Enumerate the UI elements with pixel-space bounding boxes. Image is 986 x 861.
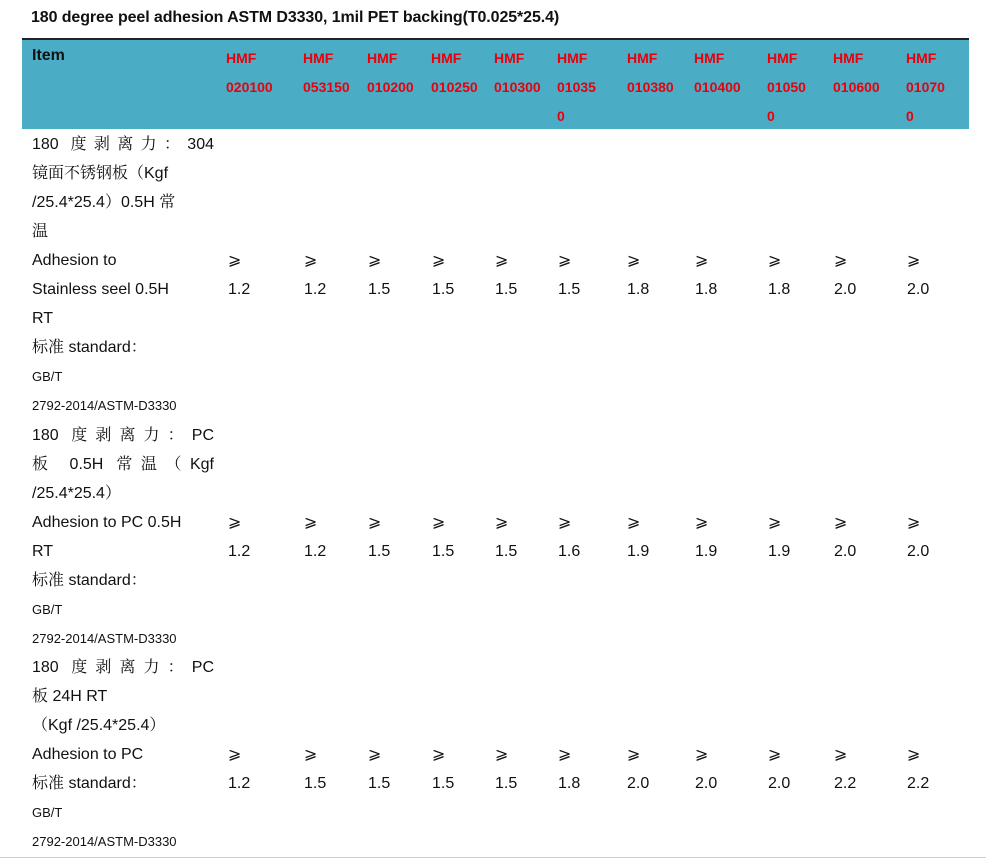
adhesion-value: 1.5 xyxy=(304,775,327,792)
row-description-line: 2792-2014/ASTM-D3330 xyxy=(32,398,177,413)
row-description-line: 标准 standard： xyxy=(32,339,147,356)
row-description-line: GB/T xyxy=(32,369,63,384)
product-code-line: 01035 xyxy=(557,79,596,95)
row-description-line: RT xyxy=(32,310,54,327)
product-code-line: 010400 xyxy=(694,79,741,95)
product-code-line: HMF xyxy=(906,50,937,66)
row-description-line: 180 度剥离力：304 xyxy=(32,136,214,153)
adhesion-value: 1.5 xyxy=(432,281,455,298)
product-column-header xyxy=(367,44,414,102)
adhesion-value: 1.6 xyxy=(558,543,581,560)
greater-equal-symbol: ⩾ xyxy=(768,514,782,531)
row-description-line: 板 24H RT xyxy=(32,688,108,705)
adhesion-value: 2.2 xyxy=(834,775,857,792)
adhesion-value: 1.5 xyxy=(495,775,518,792)
adhesion-value: 1.2 xyxy=(304,543,327,560)
adhesion-value: 1.9 xyxy=(768,543,791,560)
adhesion-value: 1.8 xyxy=(768,281,791,298)
adhesion-value: 1.5 xyxy=(495,281,518,298)
product-code-line: 0 xyxy=(557,108,565,124)
greater-equal-symbol: ⩾ xyxy=(558,746,572,763)
greater-equal-symbol: ⩾ xyxy=(627,252,641,269)
greater-equal-symbol: ⩾ xyxy=(304,252,318,269)
page-bottom-border xyxy=(0,857,986,858)
product-column-header xyxy=(303,44,350,102)
greater-equal-symbol: ⩾ xyxy=(907,514,921,531)
row-description-line: RT xyxy=(32,543,54,560)
adhesion-value: 1.5 xyxy=(495,543,518,560)
product-code-line: 020100 xyxy=(226,79,273,95)
row-description-line: 2792-2014/ASTM-D3330 xyxy=(32,631,177,646)
adhesion-value: 1.2 xyxy=(304,281,327,298)
product-code-line: HMF xyxy=(303,50,334,66)
adhesion-value: 1.8 xyxy=(558,775,581,792)
greater-equal-symbol: ⩾ xyxy=(228,252,242,269)
row-description xyxy=(32,130,214,420)
product-column-header xyxy=(627,44,674,102)
row-description-line: 2792-2014/ASTM-D3330 xyxy=(32,834,177,849)
adhesion-value: 2.0 xyxy=(907,543,930,560)
adhesion-value: 2.0 xyxy=(768,775,791,792)
adhesion-value: 1.5 xyxy=(432,543,455,560)
adhesion-value: 1.9 xyxy=(695,543,718,560)
greater-equal-symbol: ⩾ xyxy=(432,252,446,269)
product-code-line: 01050 xyxy=(767,79,806,95)
greater-equal-symbol: ⩾ xyxy=(907,252,921,269)
row-description-line: Adhesion to PC xyxy=(32,746,144,763)
adhesion-value: 2.0 xyxy=(695,775,718,792)
greater-equal-symbol: ⩾ xyxy=(304,746,318,763)
adhesion-value: 1.5 xyxy=(368,775,391,792)
greater-equal-symbol: ⩾ xyxy=(695,746,709,763)
item-column-header: Item xyxy=(32,47,65,64)
row-description-line: 板 0.5H 常温（Kgf xyxy=(32,456,214,473)
row-description-line: /25.4*25.4） xyxy=(32,485,121,502)
document-title: 180 degree peel adhesion ASTM D3330, 1mil PET backing(T0.025*25.4) xyxy=(31,9,560,26)
product-column-header xyxy=(226,44,273,102)
product-code-line: HMF xyxy=(557,50,588,66)
row-description-line: 温 xyxy=(32,223,49,240)
adhesion-value: 2.0 xyxy=(834,281,857,298)
greater-equal-symbol: ⩾ xyxy=(768,252,782,269)
product-code-line: HMF xyxy=(627,50,658,66)
greater-equal-symbol: ⩾ xyxy=(228,746,242,763)
row-description-line: （Kgf /25.4*25.4） xyxy=(32,717,166,734)
product-code-line: 0 xyxy=(906,108,914,124)
greater-equal-symbol: ⩾ xyxy=(228,514,242,531)
greater-equal-symbol: ⩾ xyxy=(368,514,382,531)
product-code-line: 01070 xyxy=(906,79,945,95)
adhesion-value: 2.0 xyxy=(907,281,930,298)
product-code-line: HMF xyxy=(694,50,725,66)
product-code-line: 010600 xyxy=(833,79,880,95)
product-column-header xyxy=(767,44,806,131)
adhesion-value: 1.2 xyxy=(228,543,251,560)
row-description-line: 标准 standard： xyxy=(32,775,147,792)
adhesion-value: 1.9 xyxy=(627,543,650,560)
product-column-header xyxy=(694,44,741,102)
product-code-line: 053150 xyxy=(303,79,350,95)
adhesion-value: 1.5 xyxy=(558,281,581,298)
adhesion-value: 1.2 xyxy=(228,775,251,792)
greater-equal-symbol: ⩾ xyxy=(495,252,509,269)
product-code-line: 010300 xyxy=(494,79,541,95)
row-description-line: 180 度剥离力：PC xyxy=(32,427,214,444)
product-code-line: 0 xyxy=(767,108,775,124)
product-code-line: HMF xyxy=(494,50,525,66)
product-code-line: 010380 xyxy=(627,79,674,95)
product-column-header xyxy=(557,44,596,131)
row-description-line: 镜面不锈钢板（Kgf xyxy=(32,165,169,182)
greater-equal-symbol: ⩾ xyxy=(304,514,318,531)
adhesion-value: 1.2 xyxy=(228,281,251,298)
adhesion-value: 2.2 xyxy=(907,775,930,792)
row-description-line: /25.4*25.4）0.5H 常 xyxy=(32,194,176,211)
greater-equal-symbol: ⩾ xyxy=(834,514,848,531)
product-code-line: HMF xyxy=(431,50,462,66)
greater-equal-symbol: ⩾ xyxy=(907,746,921,763)
product-code-line: HMF xyxy=(833,50,864,66)
adhesion-value: 1.5 xyxy=(432,775,455,792)
greater-equal-symbol: ⩾ xyxy=(834,746,848,763)
product-column-header xyxy=(833,44,880,102)
greater-equal-symbol: ⩾ xyxy=(432,746,446,763)
greater-equal-symbol: ⩾ xyxy=(495,746,509,763)
adhesion-value: 1.8 xyxy=(695,281,718,298)
greater-equal-symbol: ⩾ xyxy=(495,514,509,531)
row-description xyxy=(32,653,214,856)
product-code-line: 010250 xyxy=(431,79,478,95)
greater-equal-symbol: ⩾ xyxy=(695,252,709,269)
row-description-line: Stainless seel 0.5H xyxy=(32,281,169,298)
greater-equal-symbol: ⩾ xyxy=(558,514,572,531)
row-description-line: GB/T xyxy=(32,805,63,820)
adhesion-value: 1.8 xyxy=(627,281,650,298)
product-code-line: HMF xyxy=(767,50,798,66)
row-description-line: 标准 standard： xyxy=(32,572,147,589)
row-description-line: Adhesion to PC 0.5H xyxy=(32,514,182,531)
product-column-header xyxy=(494,44,541,102)
product-column-header xyxy=(906,44,945,131)
greater-equal-symbol: ⩾ xyxy=(368,252,382,269)
product-column-header xyxy=(431,44,478,102)
adhesion-value: 2.0 xyxy=(834,543,857,560)
product-code-line: 010200 xyxy=(367,79,414,95)
row-description-line: GB/T xyxy=(32,602,63,617)
row-description-line: Adhesion to xyxy=(32,252,117,269)
greater-equal-symbol: ⩾ xyxy=(432,514,446,531)
product-code-line: HMF xyxy=(226,50,257,66)
greater-equal-symbol: ⩾ xyxy=(368,746,382,763)
row-description xyxy=(32,421,214,653)
greater-equal-symbol: ⩾ xyxy=(834,252,848,269)
adhesion-value: 2.0 xyxy=(627,775,650,792)
greater-equal-symbol: ⩾ xyxy=(768,746,782,763)
greater-equal-symbol: ⩾ xyxy=(627,514,641,531)
greater-equal-symbol: ⩾ xyxy=(558,252,572,269)
adhesion-value: 1.5 xyxy=(368,543,391,560)
greater-equal-symbol: ⩾ xyxy=(627,746,641,763)
adhesion-value: 1.5 xyxy=(368,281,391,298)
row-description-line: 180 度剥离力：PC xyxy=(32,659,214,676)
greater-equal-symbol: ⩾ xyxy=(695,514,709,531)
product-code-line: HMF xyxy=(367,50,398,66)
